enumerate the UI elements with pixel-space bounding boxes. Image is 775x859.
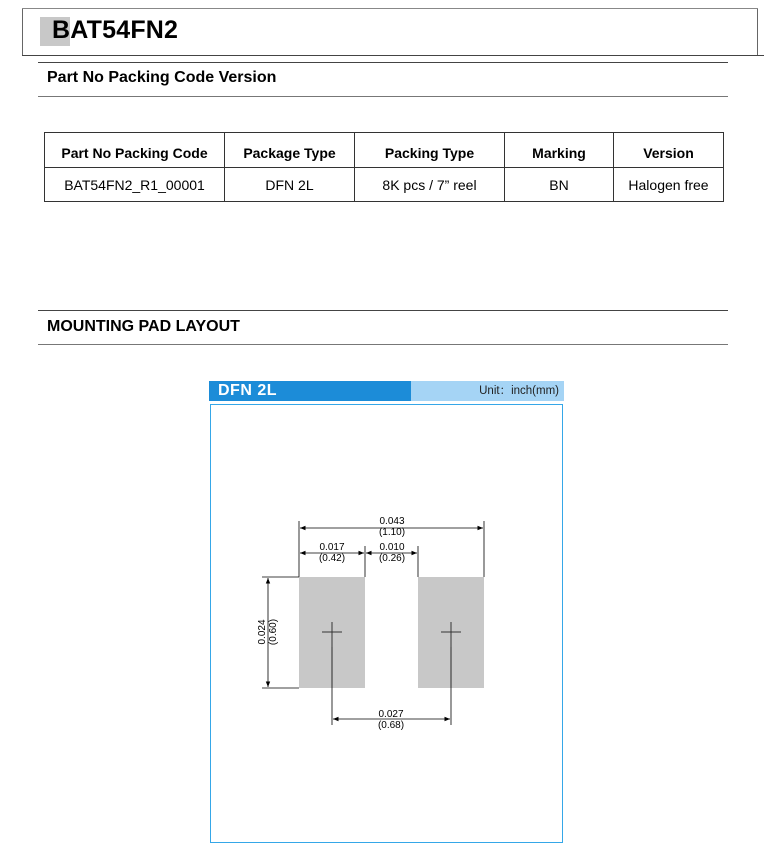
document-title: BAT54FN2	[52, 16, 179, 44]
column-header: Package Type	[225, 133, 355, 168]
pad-width-mm: (0.42)	[318, 553, 346, 564]
column-header: Packing Type	[355, 133, 505, 168]
gap-mm: (0.26)	[378, 553, 406, 564]
packing-section-heading: Part No Packing Code Version	[47, 69, 277, 86]
pitch-inch: 0.027	[378, 709, 404, 720]
pitch-mm: (0.68)	[377, 720, 405, 731]
column-header: Part No Packing Code	[45, 133, 225, 168]
pad-height-inch: 0.024	[257, 619, 268, 645]
table-cell: BAT54FN2_R1_00001	[45, 168, 225, 202]
pad-width-inch: 0.017	[319, 542, 345, 553]
package-label: DFN 2L	[209, 381, 411, 401]
mounting-section-heading: MOUNTING PAD LAYOUT	[47, 318, 240, 335]
column-header: Marking	[505, 133, 614, 168]
gap-inch: 0.010	[379, 542, 405, 553]
unit-label: Unit：inch(mm)	[411, 381, 564, 401]
table-cell: BN	[505, 168, 614, 202]
table-cell: 8K pcs / 7” reel	[355, 168, 505, 202]
total-width-mm: (1.10)	[378, 527, 406, 538]
column-header: Version	[614, 133, 724, 168]
pad-height-mm: (0.60)	[268, 618, 279, 646]
table-cell: DFN 2L	[225, 168, 355, 202]
table-cell: Halogen free	[614, 168, 724, 202]
total-width-inch: 0.043	[379, 516, 405, 527]
